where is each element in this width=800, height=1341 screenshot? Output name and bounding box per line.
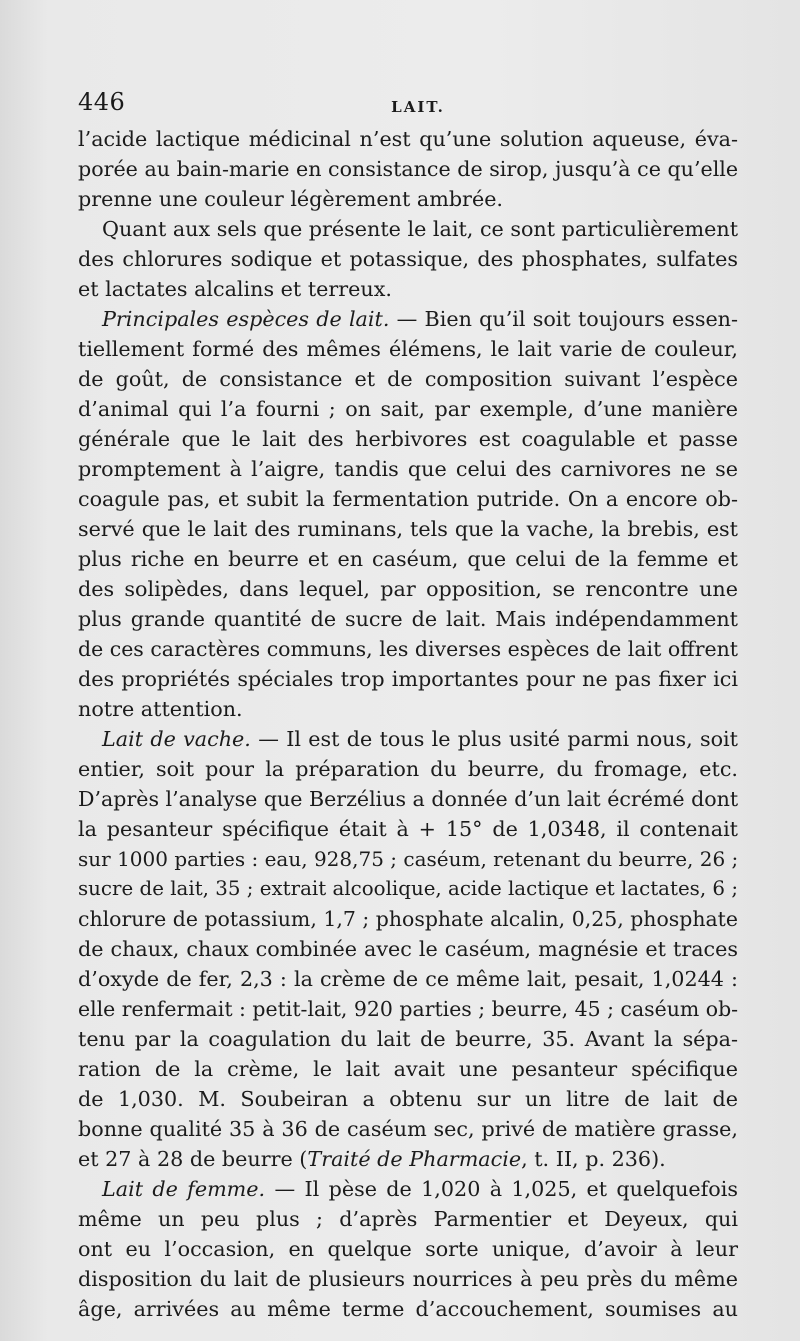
line-text: coagule pas, et subit la fermentation putride. On a encore ob-	[78, 487, 738, 511]
text-line	[78, 1024, 738, 1054]
page-number: 446	[78, 88, 126, 116]
text-line	[78, 574, 738, 604]
text-line	[78, 604, 738, 634]
line-text: de 1,030. M. Soubeiran a obtenu sur un litre de lait de	[78, 1087, 738, 1111]
line-text: , t. II, p. 236).	[521, 1147, 666, 1171]
line-text: elle renfermait : petit-lait, 920 parties ; beurre, 45 ; caséum ob-	[78, 997, 739, 1021]
line-text: Quant aux sels que présente le lait, ce sont particulièrement	[102, 217, 739, 241]
text-line	[78, 424, 738, 454]
text-line	[78, 934, 738, 964]
text-line	[78, 124, 738, 154]
line-text: la pesanteur spécifique était à + 15° de 1,0348, il contenait	[78, 817, 738, 841]
line-text: tenu par la coagulation du lait de beurre, 35. Avant la sépa-	[78, 1027, 738, 1051]
text-line	[78, 544, 738, 574]
italic-heading: Principales espèces de lait.	[102, 307, 390, 331]
text-line	[78, 844, 738, 874]
line-text: d’oxyde de fer, 2,3 : la crème de ce même lait, pesait, 1,0244 :	[78, 967, 738, 991]
text-line	[78, 184, 738, 214]
text-line	[78, 244, 738, 274]
text-line	[78, 1084, 738, 1114]
text-line	[78, 514, 738, 544]
text-line	[78, 754, 738, 784]
text-line	[78, 364, 738, 394]
text-line	[78, 334, 738, 364]
text-line	[78, 1114, 738, 1144]
text-line	[78, 724, 738, 754]
line-text: de goût, de consistance et de composition suivant l’espèce	[78, 367, 738, 391]
line-text: de chaux, chaux combinée avec le caséum, magnésie et traces	[78, 937, 738, 961]
text-line	[78, 214, 738, 244]
line-text: promptement à l’aigre, tandis que celui des carnivores ne se	[78, 457, 738, 481]
line-text: tiellement formé des mêmes élémens, le lait varie de couleur,	[78, 337, 738, 361]
text-line	[78, 484, 738, 514]
line-text: bonne qualité 35 à 36 de caséum sec, privé de matière grasse,	[78, 1117, 738, 1141]
text-line	[78, 1294, 738, 1324]
text-line	[78, 454, 738, 484]
text-line	[78, 1234, 738, 1264]
line-text: ont eu l’occasion, en quelque sorte unique, d’avoir à leur	[78, 1237, 738, 1261]
text-line	[78, 904, 738, 934]
text-line	[78, 874, 738, 904]
text-line	[78, 784, 738, 814]
line-text: des solipèdes, dans lequel, par opposition, se rencontre une	[78, 577, 738, 601]
line-text: — Il pèse de 1,020 à 1,025, et quelquefois	[265, 1177, 738, 1201]
line-text: générale que le lait des herbivores est coagulable et passe	[78, 427, 738, 451]
line-text: sur 1000 parties : eau, 928,75 ; caséum, retenant du beurre, 26 ;	[78, 847, 739, 871]
line-text: et lactates alcalins et terreux.	[78, 277, 392, 301]
text-line	[78, 394, 738, 424]
line-text: plus riche en beurre et en caséum, que celui de la femme et	[78, 547, 738, 571]
text-line	[78, 304, 738, 334]
line-text: des chlorures sodique et potassique, des phosphates, sulfates	[78, 247, 738, 271]
line-text: sucre de lait, 35 ; extrait alcoolique, acide lactique et lactates, 6 ;	[78, 877, 739, 900]
text-line	[78, 964, 738, 994]
text-line	[78, 154, 738, 184]
text-line	[78, 694, 738, 724]
body-text	[78, 124, 738, 1324]
line-text: âge, arrivées au même terme d’accouchement, soumises au	[78, 1297, 738, 1321]
text-line	[78, 634, 738, 664]
text-line	[78, 274, 738, 304]
text-line	[78, 1264, 738, 1294]
running-title: LAIT.	[391, 98, 445, 116]
text-line	[78, 664, 738, 694]
italic-heading: Traité de Pharmacie	[307, 1147, 522, 1171]
line-text: chlorure de potassium, 1,7 ; phosphate alcalin, 0,25, phosphate	[78, 907, 738, 931]
text-line	[78, 1174, 738, 1204]
text-line	[78, 994, 738, 1024]
line-text: des propriétés spéciales trop importantes pour ne pas fixer ici	[78, 667, 738, 691]
text-line	[78, 814, 738, 844]
line-text: porée au bain-marie en consistance de sirop, jusqu’à ce qu’elle	[78, 157, 739, 181]
line-text: et 27 à 28 de beurre (	[78, 1147, 308, 1171]
line-text: notre attention.	[78, 697, 243, 721]
text-line	[78, 1144, 738, 1174]
line-text: D’après l’analyse que Berzélius a donnée d’un lait écrémé dont	[78, 787, 739, 811]
line-text: prenne une couleur légèrement ambrée.	[78, 187, 504, 211]
line-text: disposition du lait de plusieurs nourrices à peu près du même	[78, 1267, 738, 1291]
text-line	[78, 1204, 738, 1234]
line-text: de ces caractères communs, les diverses espèces de lait offrent	[78, 637, 738, 661]
line-text: même un peu plus ; d’après Parmentier et Deyeux, qui	[78, 1207, 738, 1231]
line-text: — Il est de tous le plus usité parmi nous, soit	[250, 727, 738, 751]
line-text: d’animal qui l’a fourni ; on sait, par exemple, d’une manière	[78, 397, 738, 421]
line-text: ration de la crème, le lait avait une pesanteur spécifique	[78, 1057, 738, 1081]
page-header	[78, 88, 738, 122]
line-text: servé que le lait des ruminans, tels que la vache, la brebis, est	[78, 517, 738, 541]
text-line	[78, 1054, 738, 1084]
line-text: l’acide lactique médicinal n’est qu’une solution aqueuse, éva-	[78, 127, 738, 151]
line-text: — Bien qu’il soit toujours essen-	[389, 307, 738, 331]
line-text: entier, soit pour la préparation du beurre, du fromage, etc.	[78, 757, 738, 781]
italic-heading: Lait de femme.	[102, 1177, 266, 1201]
line-text: plus grande quantité de sucre de lait. Mais indépendamment	[78, 607, 738, 631]
italic-heading: Lait de vache.	[102, 727, 251, 751]
